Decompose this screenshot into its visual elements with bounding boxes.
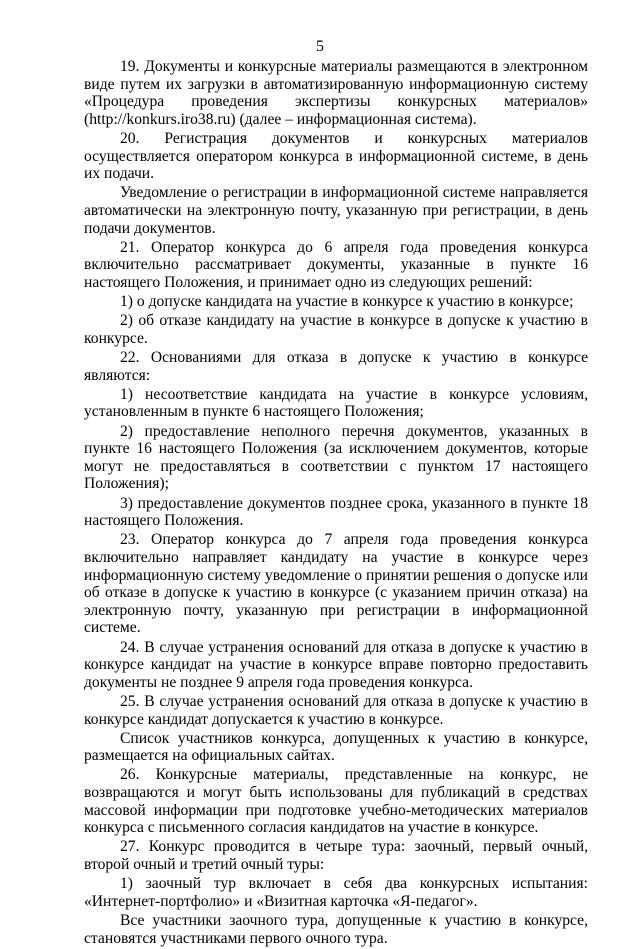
paragraph-25-participants-list: Список участников конкурса, допущенных к участию в конкурсе, размещается на официальных сайтах.	[84, 729, 588, 765]
paragraph-22-item-2: 2) предоставление неполного перечня документов, указанных в пункте 16 настоящего Положения (за исключением документов, которые могут не предоставляться в соответствии с пунктом 17 настоящего Положения);	[84, 422, 588, 493]
page-number: 5	[316, 38, 324, 55]
paragraph-19: 19. Документы и конкурсные материалы размещаются в электронном виде путем их загрузки в автоматизированную информационную систему «Процедура проведения экспертизы конкурсных материалов» (http://konkurs.iro38.ru) (далее – информационная система).	[84, 58, 588, 128]
paragraph-21-item-1: 1) о допуске кандидата на участие в конкурсе к участию в конкурсе;	[120, 293, 574, 311]
paragraph-22-item-1: 1) несоответствие кандидата на участие в конкурсе условиям, установленным в пункте 6 настоящего Положения;	[84, 385, 588, 421]
paragraph-25: 25. В случае устранения оснований для отказа в допуске к участию в конкурсе кандидат допускается к участию в конкурсе.	[84, 692, 588, 728]
paragraph-23: 23. Оператор конкурса до 7 апреля года проведения конкурса включительно направляет кандидату на участие в конкурсе через информационную систему уведомление о принятии решения о допуске или об отказе в допуске к участию в конкурсе (с указанием причин отказа) на электронную почту, указанную при регистрации в информационной системе.	[84, 531, 588, 637]
paragraph-20: 20. Регистрация документов и конкурсных материалов осуществляется оператором конкурса в информационной системе, в день их подачи.	[84, 129, 588, 183]
paragraph-27-item-1: 1) заочный тур включает в себя два конкурсных испытания: «Интернет-портфолио» и «Визитная карточка «Я-педагог».	[84, 875, 588, 910]
document-body	[84, 58, 588, 949]
paragraph-24: 24. В случае устранения оснований для отказа в допуске к участию в конкурсе кандидат на участие в конкурсе вправе повторно предоставить документы не позднее 9 апреля года проведения конкурса.	[84, 638, 588, 691]
paragraph-26: 26. Конкурсные материалы, представленные на конкурс, не возвращаются и могут быть использованы для публикаций в средствах массовой информации при подготовке учебно-методических материалов конкурса с письменного согласия кандидатов на участие в конкурсе.	[84, 766, 588, 837]
paragraph-21-item-2: 2) об отказе кандидату на участие в конкурсе в допуске к участию в конкурсе.	[84, 312, 588, 347]
paragraph-21: 21. Оператор конкурса до 6 апреля года проведения конкурса включительно рассматривает документы, указанные в пункте 16 настоящего Положения, и принимает одно из следующих решений:	[84, 238, 588, 291]
paragraph-22-item-3: 3) предоставление документов позднее срока, указанного в пункте 18 настоящего Положения.	[84, 494, 588, 530]
paragraph-22: 22. Основаниями для отказа в допуске к участию в конкурсе являются:	[84, 349, 588, 384]
paragraph-27-first-round: Все участники заочного тура, допущенные к участию в конкурсе, становятся участниками первого очного тура.	[84, 912, 588, 947]
paragraph-20-notification: Уведомление о регистрации в информационной системе направляется автоматически на электронную почту, указанную при регистрации, в день подачи документов.	[84, 184, 588, 237]
paragraph-27: 27. Конкурс проводится в четыре тура: заочный, первый очный, второй очный и третий очный туры:	[84, 838, 588, 874]
